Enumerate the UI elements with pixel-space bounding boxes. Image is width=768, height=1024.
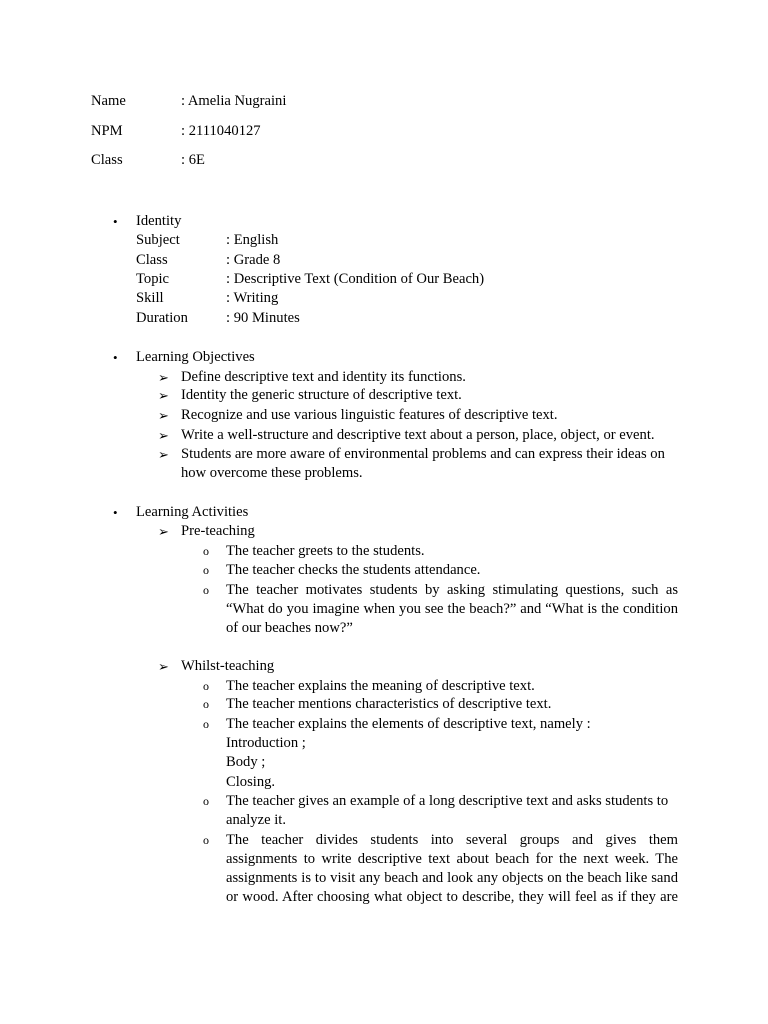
whilst-teaching-item-continued: or wood. After choosing what object to describe, they will feel as if they are xyxy=(226,889,678,905)
element-body: Body ; xyxy=(226,754,266,770)
circle-bullet-icon: o xyxy=(203,794,209,808)
whilst-teaching-item: The teacher gives an example of a long descriptive text and asks students to xyxy=(226,793,669,809)
pre-teaching-item-continued: of our beaches now?” xyxy=(226,620,353,636)
bullet-icon: • xyxy=(113,505,118,520)
identity-value: : English xyxy=(226,232,279,248)
whilst-teaching-item: The teacher mentions characteristics of descriptive text. xyxy=(226,696,552,712)
arrow-bullet-icon: ➢ xyxy=(158,524,169,539)
identity-value: : Descriptive Text (Condition of Our Beach) xyxy=(226,271,485,287)
arrow-bullet-icon: ➢ xyxy=(158,388,169,403)
whilst-teaching-item-continued: analyze it. xyxy=(226,812,286,828)
objective-item: Identity the generic structure of descriptive text. xyxy=(181,387,462,403)
name-label: Name xyxy=(91,93,126,109)
npm-label: NPM xyxy=(91,123,123,139)
element-closing: Closing. xyxy=(226,774,276,790)
class-label: Class xyxy=(91,152,123,168)
whilst-teaching-item: The teacher explains the meaning of descriptive text. xyxy=(226,678,535,694)
arrow-bullet-icon: ➢ xyxy=(158,408,169,423)
identity-label: Class xyxy=(136,252,168,268)
npm-value: : 2111040127 xyxy=(181,123,261,139)
objective-item: Students are more aware of environmental problems and can express their ideas on xyxy=(181,446,665,462)
whilst-teaching-item: The teacher explains the elements of descriptive text, namely : xyxy=(226,716,591,732)
bullet-icon: • xyxy=(113,214,118,229)
pre-teaching-item: The teacher motivates students by asking stimulating questions, such as xyxy=(226,582,678,598)
objective-item: Write a well-structure and descriptive text about a person, place, object, or event. xyxy=(181,427,655,443)
activities-title: Learning Activities xyxy=(136,504,249,520)
name-value: : Amelia Nugraini xyxy=(181,93,287,109)
arrow-bullet-icon: ➢ xyxy=(158,370,169,385)
identity-label: Subject xyxy=(136,232,180,248)
circle-bullet-icon: o xyxy=(203,563,209,577)
pre-teaching-item: The teacher greets to the students. xyxy=(226,543,425,559)
objective-item: Define descriptive text and identity its functions. xyxy=(181,369,466,385)
arrow-bullet-icon: ➢ xyxy=(158,428,169,443)
circle-bullet-icon: o xyxy=(203,679,209,693)
identity-label: Topic xyxy=(136,271,170,287)
identity-label: Skill xyxy=(136,290,164,306)
circle-bullet-icon: o xyxy=(203,717,209,731)
circle-bullet-icon: o xyxy=(203,544,209,558)
objective-item-continued: how overcome these problems. xyxy=(181,465,363,481)
whilst-teaching-item-continued: assignments to write descriptive text about beach for the next week. The xyxy=(226,851,678,867)
whilst-teaching-item-continued: assignments is to visit any beach and look any objects on the beach like sand xyxy=(226,870,678,886)
bullet-icon: • xyxy=(113,350,118,365)
arrow-bullet-icon: ➢ xyxy=(158,659,169,674)
circle-bullet-icon: o xyxy=(203,583,209,597)
arrow-bullet-icon: ➢ xyxy=(158,447,169,462)
pre-teaching-item-continued: “What do you imagine when you see the beach?” and “What is the condition xyxy=(226,601,678,617)
element-introduction: Introduction ; xyxy=(226,735,306,751)
whilst-teaching-item: The teacher divides students into several groups and gives them xyxy=(226,832,678,848)
pre-teaching-title: Pre-teaching xyxy=(181,523,255,539)
circle-bullet-icon: o xyxy=(203,833,209,847)
identity-value: : Writing xyxy=(226,290,279,306)
class-value: : 6E xyxy=(181,152,205,168)
identity-value: : 90 Minutes xyxy=(226,310,300,326)
identity-title: Identity xyxy=(136,213,182,229)
objective-item: Recognize and use various linguistic features of descriptive text. xyxy=(181,407,558,423)
pre-teaching-item: The teacher checks the students attendance. xyxy=(226,562,481,578)
circle-bullet-icon: o xyxy=(203,697,209,711)
identity-label: Duration xyxy=(136,310,188,326)
identity-value: : Grade 8 xyxy=(226,252,281,268)
objectives-title: Learning Objectives xyxy=(136,349,255,365)
whilst-teaching-title: Whilst-teaching xyxy=(181,658,275,674)
